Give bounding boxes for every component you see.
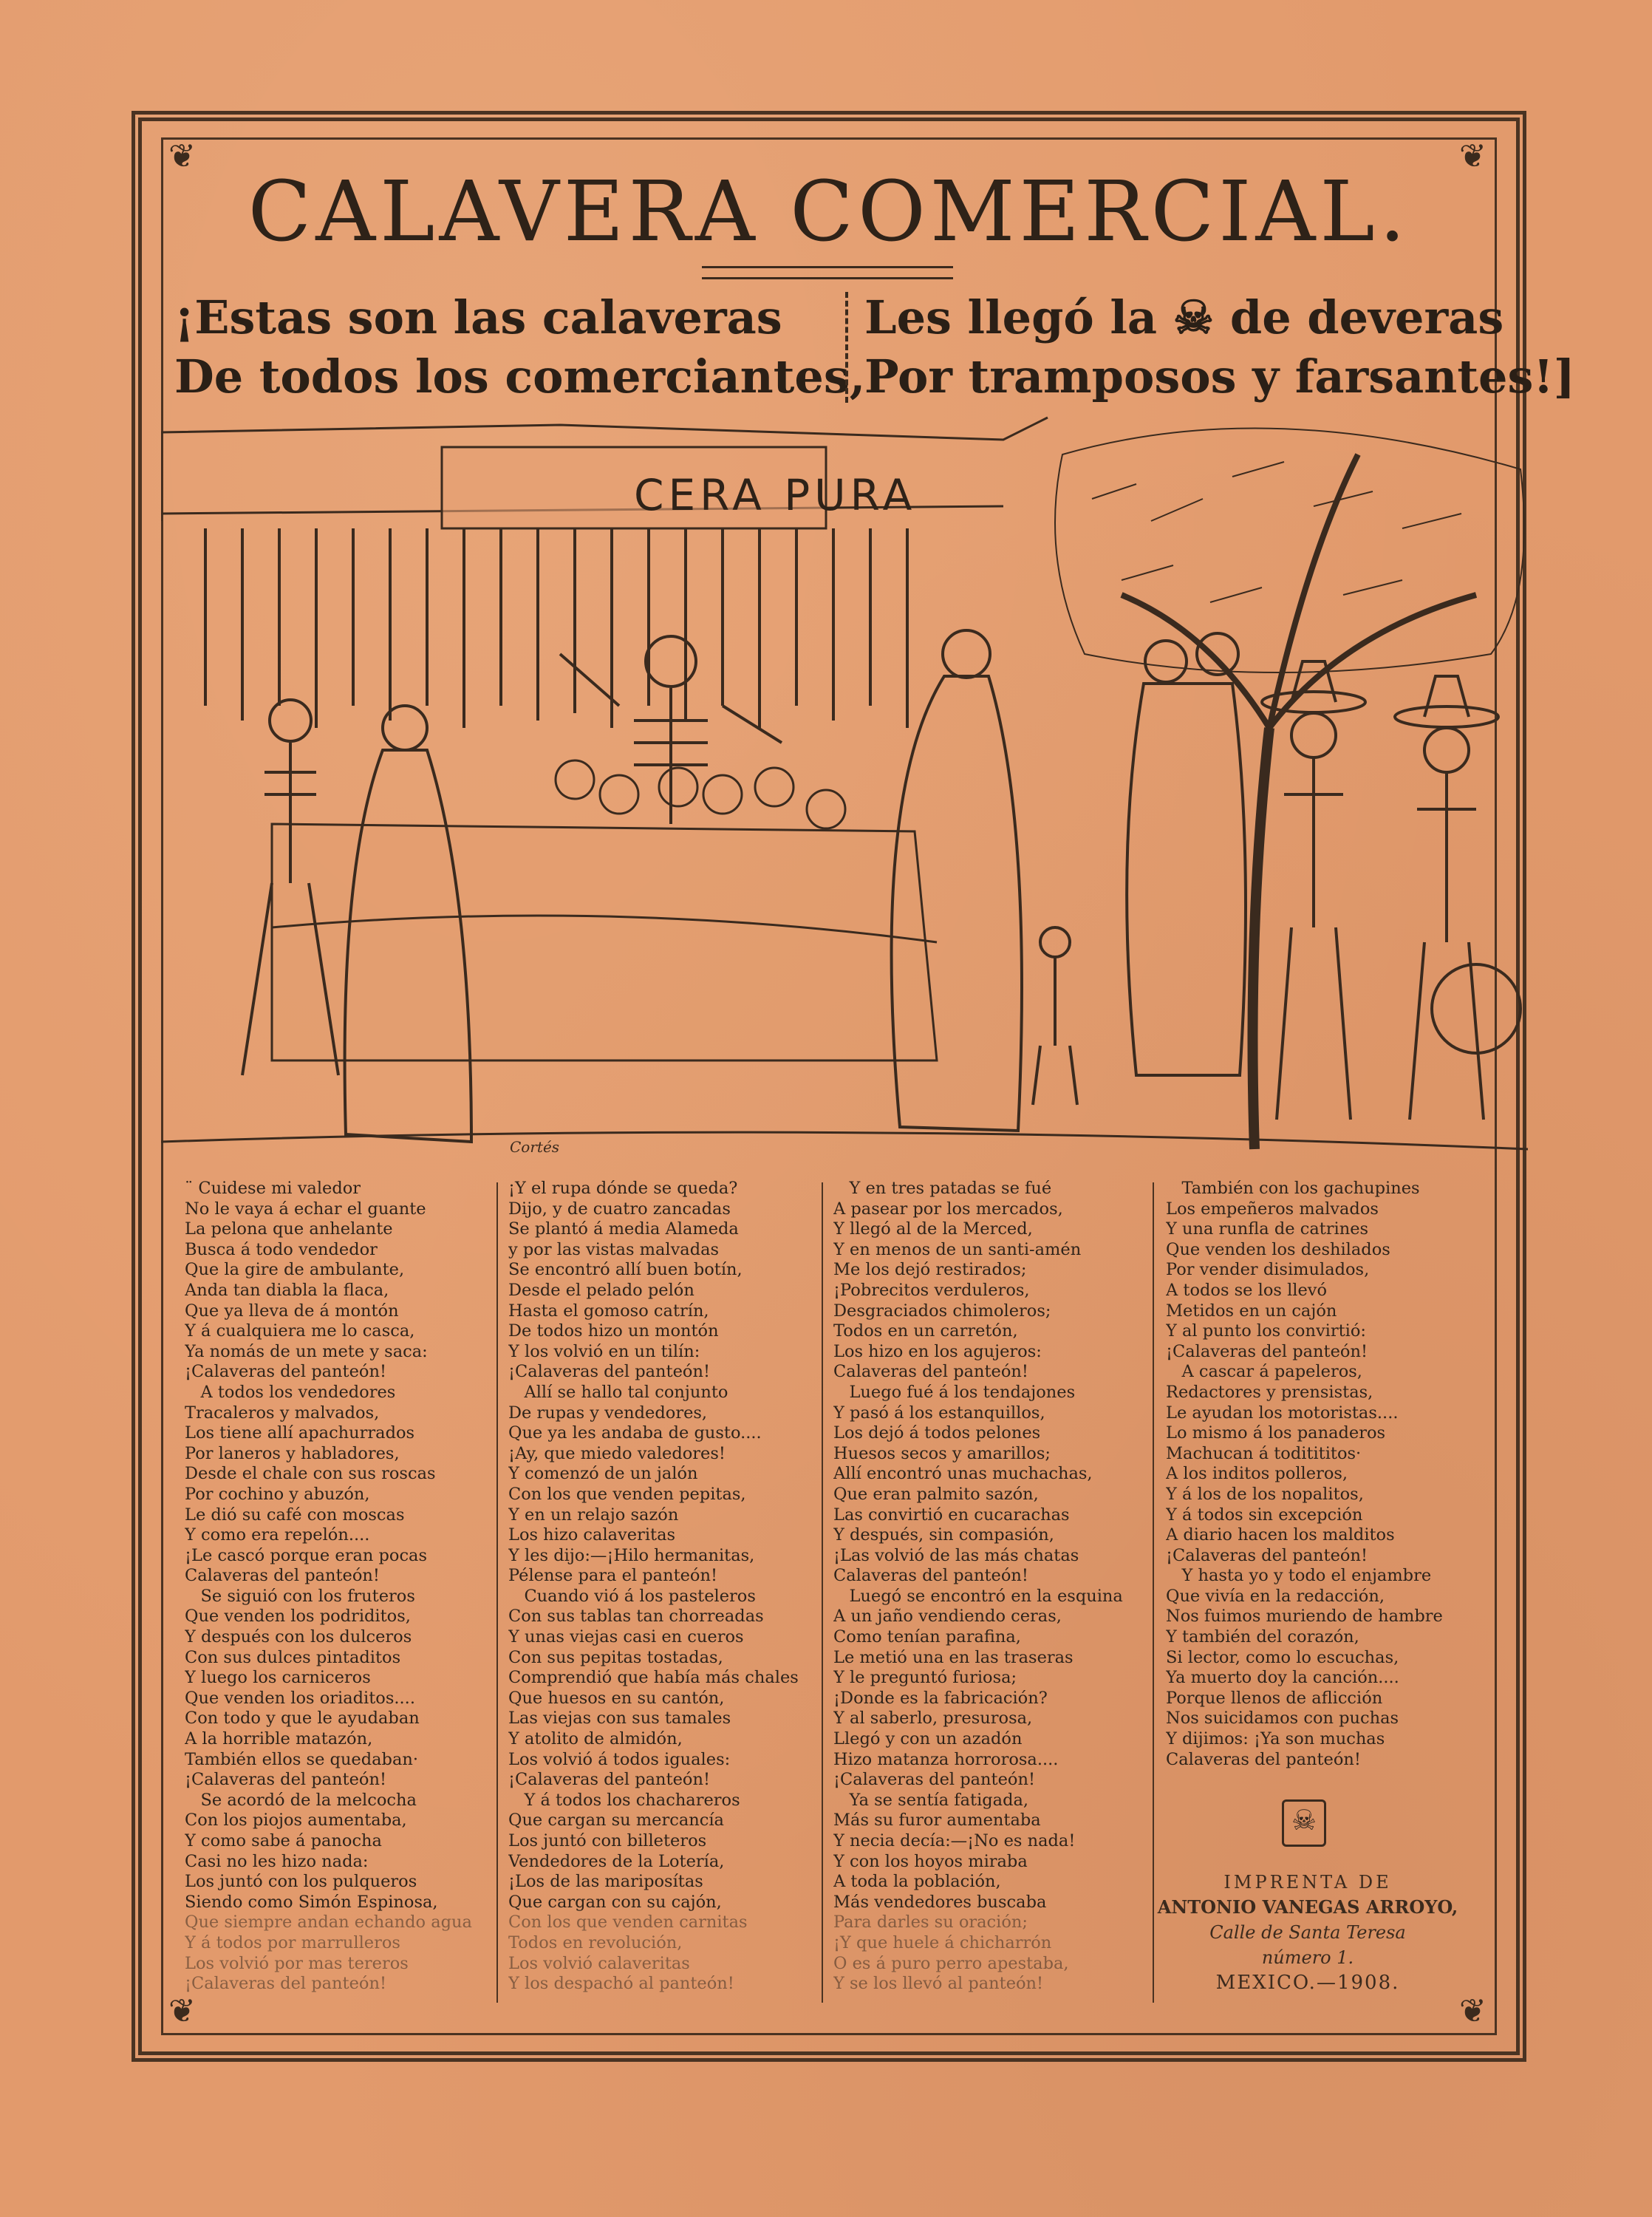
verse-line: ¡Calaveras del panteón! [185,1770,386,1790]
verse-line: ¡Calaveras del panteón! [1166,1341,1368,1361]
verse-line: Que ya lleva de á montón [185,1301,399,1321]
verse-line: Redactores y prensistas, [1166,1382,1373,1402]
verse-line: Y les dijo:—¡Hilo hermanitas, [508,1545,755,1565]
verse-line: ¡Donde es la fabricación? [833,1688,1048,1708]
verse-line: Y con los hoyos miraba [833,1851,1028,1871]
verse-line: Que venden los oriaditos.... [185,1688,415,1708]
verse-line: Si lector, como lo escuchas, [1166,1647,1399,1667]
verse-line: Se encontró allí buen botín, [508,1260,743,1280]
verse-line: Pélense para el panteón! [508,1566,718,1586]
verse-line: Nos fuimos muriendo de hambre [1166,1607,1443,1627]
verse-line: Que venden los deshilados [1166,1239,1390,1259]
verse-line: También con los gachupines [1166,1179,1420,1198]
awning-sign: CERA PURA [634,470,917,520]
verse-line: A cascar á papeleros, [1166,1362,1362,1382]
verse-line: Comprendió que había más chales [508,1668,799,1688]
verse-line: Por vender disimulados, [1166,1260,1370,1280]
subtitle-left [174,288,865,406]
verse-line: Y después, sin compasión, [833,1525,1054,1545]
verse-line: Que venden los podriditos, [185,1607,411,1627]
verse-line: Con sus dulces pintaditos [185,1647,401,1667]
imprint-line: IMPRENTA DE [1223,1872,1392,1893]
verse-line: Los volvió á todos iguales: [508,1749,731,1769]
verse-line: A la horrible matazón, [185,1729,373,1749]
verse-line: ¡Calaveras del panteón! [185,1362,386,1382]
subtitle-right [864,288,1575,406]
verse-line: Porque llenos de aflicción [1166,1688,1383,1708]
verse-line: Anda tan diabla la flaca, [185,1280,389,1300]
engraving-illustration [161,410,1528,1171]
imprint-line: número 1. [1261,1947,1354,1968]
verse-line: Luegó se encontró en la esquina [833,1586,1123,1606]
verse-line: ¡Calaveras del panteón! [833,1770,1035,1790]
verse-line: ¡Pobrecitos verduleros, [833,1280,1030,1300]
verse-line: Calaveras del panteón! [833,1362,1028,1382]
verse-line: Y unas viejas casi en cueros [508,1627,744,1647]
verse-line: Las viejas con sus tamales [508,1709,731,1729]
verse-column-1 [185,1179,495,1995]
verse-line: Le metió una en las traseras [833,1647,1074,1667]
verse-line: Hizo matanza horrorosa.... [833,1749,1059,1769]
verse-line: Y á cualquiera me lo casca, [185,1321,415,1341]
verse-line: No le vaya á echar el guante [185,1199,426,1219]
verse-line: Y los despachó al panteón! [508,1974,734,1994]
verse-line: Y se los llevó al panteón! [833,1974,1044,1994]
verse-line: Y una runfla de catrines [1166,1219,1369,1239]
printer-imprint [1153,1870,1463,1995]
verse-line: Los empeñeros malvados [1166,1199,1379,1219]
verse-line: Ya nomás de un mete y saca: [185,1341,428,1361]
verse-line: Y pasó á los estanquillos, [833,1403,1045,1423]
verse-line: Llegó y con un azadón [833,1729,1023,1749]
verse-line: Y en menos de un santi-amén [833,1239,1082,1259]
verse-line: Los volvió calaveritas [508,1953,690,1973]
verse-line: Y al punto los convirtió: [1166,1321,1366,1341]
verse-line: Y dijimos: ¡Ya son muchas [1166,1729,1385,1749]
verse-line: A toda la población, [833,1872,1001,1892]
verse-line: Los hizo en los agujeros: [833,1341,1042,1361]
verse-line: Y necia decía:—¡No es nada! [833,1831,1076,1850]
verse-line: Se siguió con los fruteros [185,1586,415,1606]
verse-line: A pasear por los mercados, [833,1199,1063,1219]
engraver-credit: Cortés [510,1138,560,1156]
verse-line: Siendo como Simón Espinosa, [185,1892,438,1912]
verse-line: Con sus pepitas tostadas, [508,1647,723,1667]
verse-line: Calaveras del panteón! [1166,1749,1361,1769]
verse-line: Y hasta yo y todo el enjambre [1166,1566,1432,1586]
verse-line: Que la gire de ambulante, [185,1260,405,1280]
verse-line: Que huesos en su cantón, [508,1688,725,1708]
verse-line: También ellos se quedaban· [185,1749,419,1769]
flourish-icon: ❦ [1459,1992,1487,2030]
title-ornament-rule [702,266,953,279]
column-rule [496,1182,498,2003]
verse-line: O es á puro perro apestaba, [833,1953,1069,1973]
verse-line: ¡Los de las mariposítas [508,1872,703,1892]
verse-line: Vendedores de la Lotería, [508,1851,725,1871]
flourish-icon: ❦ [168,137,196,175]
verse-line: Se plantó á media Alameda [508,1219,739,1239]
imprint-line: MEXICO.—1908. [1215,1972,1400,1994]
verse-line: Las convirtió en cucarachas [833,1505,1070,1525]
verse-line: Metidos en un cajón [1166,1301,1337,1321]
verse-line: Y en un relajo sazón [508,1505,679,1525]
verse-line: Calaveras del panteón! [833,1566,1028,1586]
verse-line: Y después con los dulceros [185,1627,412,1647]
verse-line: Que ya les andaba de gusto.... [508,1423,762,1443]
verse-line: Con los piojos aumentaba, [185,1811,407,1831]
verse-line: Que siempre andan echando agua [185,1913,472,1932]
verse-line: Ya se sentía fatigada, [833,1790,1029,1810]
verse-line: Busca á todo vendedor [185,1239,378,1259]
verse-line: Huesos secos y amarillos; [833,1443,1051,1463]
verse-line: Y le preguntó furiosa; [833,1668,1017,1688]
verse-line: ¡Ay, que miedo valedores! [508,1443,726,1463]
verse-line: Casi no les hizo nada: [185,1851,369,1871]
verse-line: ¡Calaveras del panteón! [185,1974,386,1994]
imprint-line: Calle de Santa Teresa [1209,1922,1406,1943]
verse-line: ¡Las volvió de las más chatas [833,1545,1079,1565]
verse-line: Machucan á toditititos· [1166,1443,1362,1463]
verse-column-4 [1166,1179,1476,1770]
verse-line: Me los dejó restirados; [833,1260,1027,1280]
verse-line: Y como sabe á panocha [185,1831,382,1850]
verse-line: Por cochino y abuzón, [185,1484,370,1504]
verse-line: Y á todos por marrulleros [185,1932,400,1952]
page-title: CALAVERA COMERCIAL. [248,164,1410,260]
verse-line: Y comenzó de un jalón [508,1464,698,1484]
verse-line: Desde el pelado pelón [508,1280,694,1300]
skull-icon: ☠ [1291,1804,1317,1836]
verse-line: A un jaño vendiendo ceras, [833,1607,1062,1627]
verse-line: De rupas y vendedores, [508,1403,708,1423]
verse-line: Más su furor aumentaba [833,1811,1041,1831]
verse-line: Cuando vió á los pasteleros [508,1586,756,1606]
verse-line: Y á todos sin excepción [1166,1505,1363,1525]
verse-line: Los tiene allí apachurrados [185,1423,415,1443]
verse-line: Todos en un carretón, [833,1321,1018,1341]
subtitle-line: ¡Estas son las calaveras [174,290,782,344]
verse-line: A los inditos polleros, [1166,1464,1348,1484]
verse-line: Y también del corazón, [1166,1627,1359,1647]
verse-line: A todos se los llevó [1166,1280,1328,1300]
subtitle-line: Por tramposos y farsantes!] [864,350,1575,403]
verse-line: Hasta el gomoso catrín, [508,1301,709,1321]
engraving-svg [161,410,1528,1171]
verse-line: Y en tres patadas se fué [833,1179,1052,1198]
verse-line: Que cargan su mercancía [508,1811,724,1831]
column-rule [822,1182,823,2003]
verse-line: Todos en revolución, [508,1932,683,1952]
verse-line: Le ayudan los motoristas.... [1166,1403,1399,1423]
subtitle-line: Les llegó la ☠ de deveras [864,290,1504,344]
skull-printer-mark [1282,1799,1326,1847]
verse-line: Más vendedores buscaba [833,1892,1047,1912]
verse-line: Y al saberlo, presurosa, [833,1709,1033,1729]
verse-line: Se acordó de la melcocha [185,1790,417,1810]
verse-line: Y los volvió en un tilín: [508,1341,700,1361]
verse-line: ¡Le cascó porque eran pocas [185,1545,428,1565]
verse-line: Nos suicidamos con puchas [1166,1709,1399,1729]
flourish-icon: ❦ [168,1992,196,2030]
verse-column-2 [508,1179,819,1995]
verse-line: Para darles su oración; [833,1913,1028,1932]
verse-line: Los hizo calaveritas [508,1525,676,1545]
imprint-line: ANTONIO VANEGAS ARROYO, [1157,1896,1458,1918]
verse-line: Como tenían parafina, [833,1627,1021,1647]
verse-line: Los juntó con los pulqueros [185,1872,417,1892]
verse-line: Con los que venden carnitas [508,1913,748,1932]
verse-line: Que eran palmito sazón, [833,1484,1039,1504]
verse-line: ¡Y que huele á chicharrón [833,1932,1052,1952]
verse-line: Ya muerto doy la canción.... [1166,1668,1399,1688]
verse-line: Con todo y que le ayudaban [185,1709,420,1729]
verse-line: Dijo, y de cuatro zancadas [508,1199,731,1219]
verse-line: Los volvió por mas tereros [185,1953,409,1973]
verse-line: Por laneros y habladores, [185,1443,400,1463]
verse-line: ¡Y el rupa dónde se queda? [508,1179,738,1198]
verse-line: Desgraciados chimoleros; [833,1301,1051,1321]
verse-line: Allí se hallo tal conjunto [508,1382,728,1402]
verse-line: Y luego los carniceros [185,1668,371,1688]
verse-line: Lo mismo á los panaderos [1166,1423,1386,1443]
verse-line: Y como era repelón.... [185,1525,370,1545]
verse-line: Que vivía en la redacción, [1166,1586,1385,1606]
verse-line: Que cargan con su cajón, [508,1892,722,1912]
verse-line: ¡Calaveras del panteón! [1166,1545,1368,1565]
verse-line: De todos hizo un montón [508,1321,719,1341]
subtitle-divider [845,292,848,403]
verse-line: Con sus tablas tan chorreadas [508,1607,764,1627]
verse-line: Luego fué á los tendajones [833,1382,1076,1402]
verse-line: Y á los de los nopalitos, [1166,1484,1364,1504]
verse-line: Allí encontró unas muchachas, [833,1464,1093,1484]
verse-line: y por las vistas malvadas [508,1239,720,1259]
verse-line: Tracaleros y malvados, [185,1403,380,1423]
verse-line: A todos los vendedores [185,1382,396,1402]
verse-column-3 [833,1179,1144,1995]
verse-line: Los juntó con billeteros [508,1831,707,1850]
verse-line: Desde el chale con sus roscas [185,1464,436,1484]
verse-line: Con los que venden pepitas, [508,1484,746,1504]
flourish-icon: ❦ [1459,137,1487,175]
verse-line: Le dió su café con moscas [185,1505,405,1525]
subtitle-line: De todos los comerciantes, [174,350,866,403]
verse-line: Calaveras del panteón! [185,1566,380,1586]
verse-line: ¡Calaveras del panteón! [508,1770,710,1790]
verse-line: Y atolito de almidón, [508,1729,683,1749]
verse-line: Y á todos los chachareros [508,1790,740,1810]
verse-line: La pelona que anhelante [185,1219,393,1239]
verse-line: Los dejó á todos pelones [833,1423,1041,1443]
verse-line: Y llegó al de la Merced, [833,1219,1033,1239]
verse-line: ¨ Cuidese mi valedor [185,1179,361,1198]
verse-line: A diario hacen los malditos [1166,1525,1395,1545]
verse-line: ¡Calaveras del panteón! [508,1362,710,1382]
